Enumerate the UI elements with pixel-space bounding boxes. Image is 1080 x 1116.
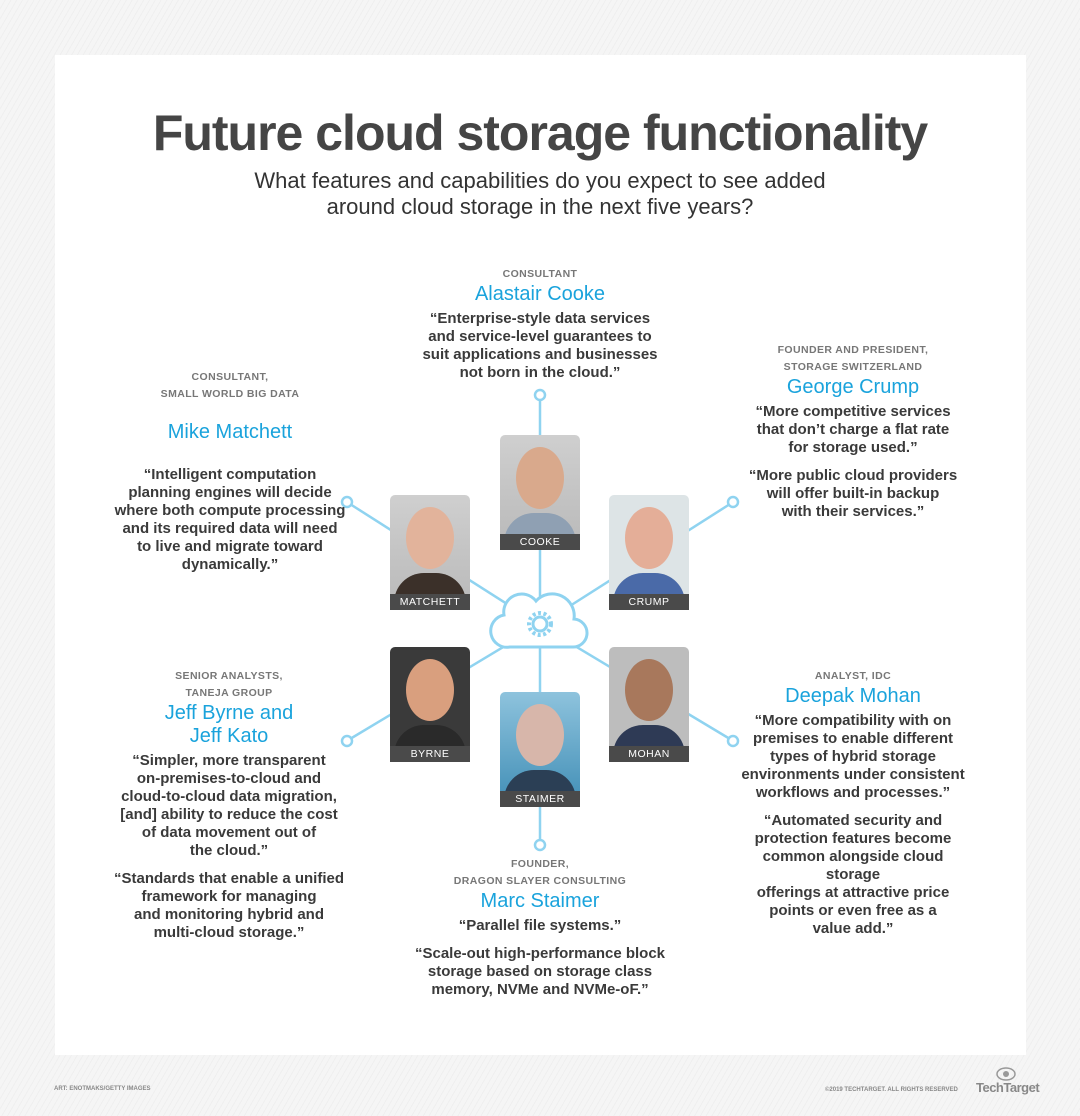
expert-matchett <box>115 351 346 602</box>
copyright: ©2019 TECHTARGET. ALL RIGHTS RESERVED <box>825 1087 958 1093</box>
expert-role: CONSULTANT <box>502 268 578 280</box>
expert-quote: “Enterprise-style data services and service-level guarantees to suit applications and businesses not born in the cloud.” <box>422 310 658 381</box>
techtarget-logo: TechTarget <box>976 1080 1040 1095</box>
photo-label: STAIMER <box>500 791 580 807</box>
expert-name: Deepak Mohan <box>785 685 921 707</box>
expert-quote: “Automated security and protection features become common alongside cloud storage offerings at attractive price points or even free as a value add.” <box>754 812 952 937</box>
expert-name: Marc Staimer <box>480 890 600 912</box>
photo-label: BYRNE <box>390 746 470 762</box>
photo-label: MOHAN <box>609 746 689 762</box>
expert-mohan <box>740 668 967 948</box>
cloud-gear-icon <box>491 594 587 647</box>
expert-staimer <box>415 856 665 1009</box>
expert-role: SENIOR ANALYSTS, TANEJA GROUP <box>175 670 283 699</box>
art-credit: ART: ENOTMAKS/GETTY IMAGES <box>54 1086 151 1092</box>
expert-quote: “Simpler, more transparent on-premises-to-cloud and cloud-to-cloud data migration, [and] ability to reduce the cost of data movement out of the cloud.” <box>120 752 338 859</box>
expert-cooke <box>422 266 657 392</box>
expert-quote: “Parallel file systems.” <box>458 917 622 934</box>
photo-matchett <box>390 495 470 610</box>
expert-role: FOUNDER AND PRESIDENT, STORAGE SWITZERLAND <box>777 344 929 373</box>
expert-quote: “More competitive services that don’t charge a flat rate for storage used.” <box>755 403 951 456</box>
page-subtitle: What features and capabilities do you expect to see added around cloud storage in the next five years? <box>254 168 826 219</box>
photo-label: CRUMP <box>609 594 689 610</box>
photo-label: MATCHETT <box>390 594 470 610</box>
expert-byrne-kato <box>114 668 344 952</box>
expert-name: Jeff Byrne and Jeff Kato <box>164 702 294 747</box>
photo-label: COOKE <box>500 534 580 550</box>
photo-mohan <box>609 647 689 762</box>
expert-role: FOUNDER, DRAGON SLAYER CONSULTING <box>453 858 627 887</box>
expert-name: Alastair Cooke <box>474 283 606 305</box>
expert-quote: “Intelligent computation planning engines will decide where both compute processing and its required data will need to live and migrate toward dynamically.” <box>114 466 346 573</box>
expert-quote: “More public cloud providers will offer built-in backup with their services.” <box>748 467 958 520</box>
expert-quote: “More compatibility with on premises to enable different types of hybrid storage environments under consistent workflows and processes.” <box>741 712 965 801</box>
photo-cooke <box>500 435 580 550</box>
page-title: Future cloud storage functionality <box>152 105 928 161</box>
expert-role: ANALYST, IDC <box>814 670 892 682</box>
expert-quote: “Scale-out high-performance block storage based on storage class memory, NVMe and NVMe-oF.” <box>414 945 666 998</box>
expert-role: CONSULTANT, SMALL WORLD BIG DATA <box>160 371 300 400</box>
expert-quote: “Standards that enable a unified framework for managing and monitoring hybrid and multi-cloud storage.” <box>113 870 345 941</box>
photo-staimer <box>500 692 580 807</box>
expert-name: Mike Matchett <box>167 421 293 443</box>
expert-name: George Crump <box>786 376 920 398</box>
expert-crump <box>749 342 957 531</box>
photo-byrne <box>390 647 470 762</box>
photo-crump <box>609 495 689 610</box>
